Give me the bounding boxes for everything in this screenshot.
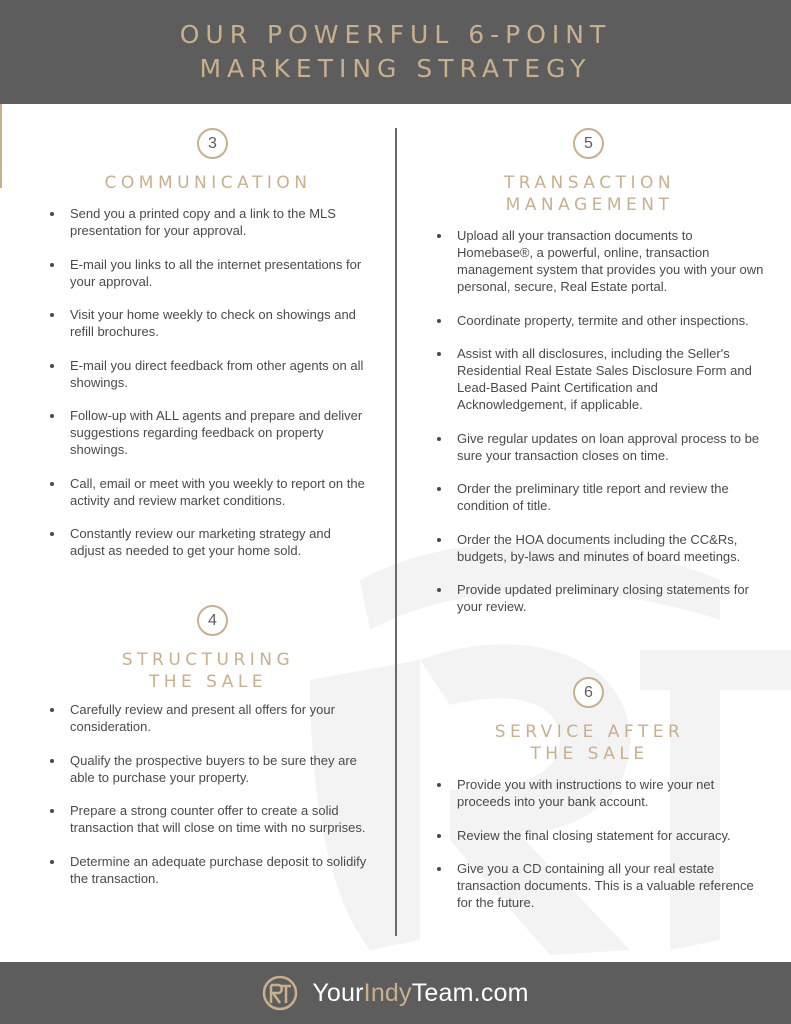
section-communication	[46, 128, 368, 576]
section-title	[396, 172, 783, 216]
list-item: Constantly review our marketing strategy and adjust as needed to get your home sold.	[46, 525, 368, 559]
list-item: Prepare a strong counter offer to create a solid transaction that will close on time with no surprises.	[46, 802, 368, 836]
list-item: Send you a printed copy and a link to the MLS presentation for your approval.	[46, 205, 368, 239]
section-title-line: THE SALE	[530, 744, 649, 764]
list-item: E-mail you direct feedback from other agents on all showings.	[46, 357, 368, 391]
section-title-line: TRANSACTION	[503, 173, 676, 193]
list-item: Provide you with instructions to wire your net proceeds into your bank account.	[433, 776, 765, 810]
section-bullet-list	[433, 227, 765, 615]
section-number-badge: 5	[573, 128, 604, 159]
section-number-badge: 6	[573, 677, 604, 708]
section-bullet-list	[46, 205, 368, 559]
list-item: Order the preliminary title report and review the condition of title.	[433, 480, 765, 514]
list-item: Qualify the prospective buyers to be sure they are able to purchase your property.	[46, 752, 368, 786]
rt-logo-icon	[262, 975, 298, 1011]
list-item: E-mail you links to all the internet presentations for your approval.	[46, 256, 368, 290]
list-item: Give regular updates on loan approval process to be sure your transaction closes on time.	[433, 430, 765, 464]
header-title-line-1: OUR POWERFUL 6-POINT	[179, 20, 612, 49]
list-item: Review the final closing statement for accuracy.	[433, 827, 765, 844]
section-structuring-the-sale	[46, 605, 368, 903]
list-item: Carefully review and present all offers for your consideration.	[46, 701, 368, 735]
section-title	[0, 172, 416, 194]
section-service-after-the-sale	[433, 677, 765, 928]
list-item: Visit your home weekly to check on showings and refill brochures.	[46, 306, 368, 340]
list-item: Call, email or meet with you weekly to report on the activity and review market conditions.	[46, 475, 368, 509]
section-title-line: COMMUNICATION	[104, 173, 312, 193]
section-transaction-management	[433, 128, 765, 632]
section-bullet-list	[433, 776, 765, 911]
list-item: Follow-up with ALL agents and prepare and deliver suggestions regarding feedback on property showings.	[46, 407, 368, 458]
section-title-line: SERVICE AFTER	[494, 722, 685, 742]
footer-brand	[262, 975, 528, 1011]
section-title-line: THE SALE	[148, 672, 268, 692]
brand-word-indy: Indy	[363, 978, 412, 1007]
brand-wordmark[interactable]	[312, 979, 528, 1008]
list-item: Provide updated preliminary closing statements for your review.	[433, 581, 765, 615]
section-title-line: STRUCTURING	[121, 650, 295, 670]
list-item: Determine an adequate purchase deposit to solidify the transaction.	[46, 853, 368, 887]
list-item: Coordinate property, termite and other inspections.	[433, 312, 765, 329]
section-bullet-list	[46, 701, 368, 887]
list-item: Upload all your transaction documents to Homebase®, a powerful, online, transaction management system that provides you with your own personal, secure, Real Estate portal.	[433, 227, 765, 295]
section-title	[396, 721, 783, 765]
section-number-badge: 3	[197, 128, 228, 159]
page-header	[0, 0, 791, 104]
section-title-line: MANAGEMENT	[505, 195, 674, 215]
list-item: Order the HOA documents including the CC&Rs, budgets, by-laws and minutes of board meetings.	[433, 531, 765, 565]
column-divider	[395, 128, 397, 936]
section-number-badge: 4	[197, 605, 228, 636]
list-item: Give you a CD containing all your real estate transaction documents. This is a valuable reference for the future.	[433, 860, 765, 911]
brand-word-team: Team.com	[411, 978, 529, 1007]
page-footer	[0, 962, 791, 1024]
header-title-line-2: MARKETING STRATEGY	[199, 54, 592, 83]
list-item: Assist with all disclosures, including the Seller's Residential Real Estate Sales Disclosure Form and Lead-Based Paint Certification and Acknowledgement, if applicable.	[433, 345, 765, 413]
brand-word-your: Your	[312, 978, 364, 1007]
section-title	[0, 649, 416, 693]
